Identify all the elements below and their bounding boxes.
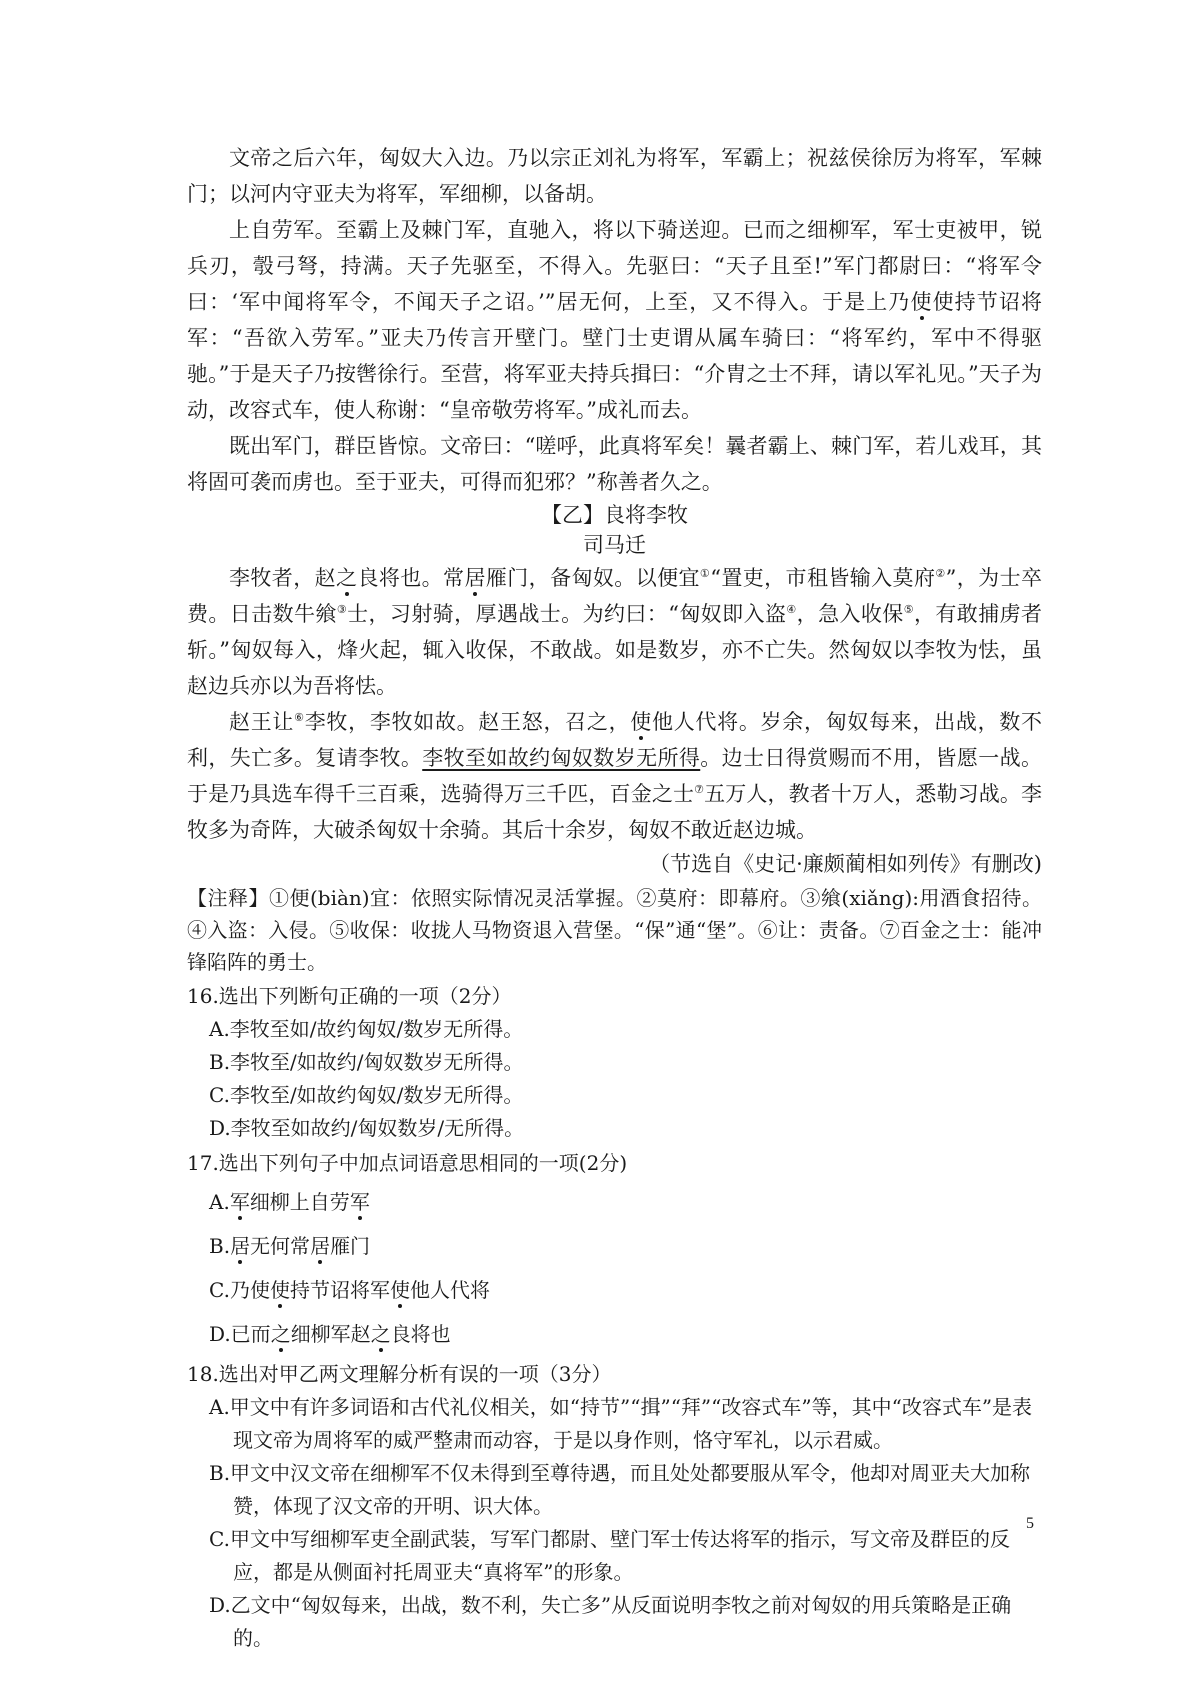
emphasis-dot-word: 使 <box>630 710 653 734</box>
question-17-option-d: D.已而之细柳军赵之良将也 <box>209 1322 451 1346</box>
question-18-option-c: C.甲文中写细柳军吏全副武装，写军门都尉、壁门军士传达将军的指示，写文帝及群臣的反应，都是从侧面衬托周亚夫“真将军”的形象。 <box>209 1527 1010 1584</box>
emphasis-dot-word: 军 <box>229 1190 250 1214</box>
footnote-marker: ① <box>699 567 711 580</box>
question-16-option-a: A.李牧至如/故约匈奴/数岁无所得。 <box>209 1017 524 1041</box>
emphasis-dot-word: 使 <box>269 1278 290 1302</box>
question-16-stem: 16.选出下列断句正确的一项（2分） <box>187 984 512 1008</box>
footnote-marker: ⑤ <box>903 603 914 616</box>
jia-paragraph-1: 文帝之后六年，匈奴大入边。乃以宗正刘礼为将军，军霸上；祝兹侯徐厉为将军，军棘门；以河内守亚夫为将军，军细柳，以备胡。 <box>187 146 1042 206</box>
yi-author: 司马迁 <box>583 533 646 557</box>
footnote-marker: ⑦ <box>694 783 705 796</box>
emphasis-dot-word: 之 <box>336 566 358 590</box>
emphasis-dot-word: 军 <box>349 1190 370 1214</box>
emphasis-dot-word: 居 <box>464 566 486 590</box>
yi-title: 【乙】良将李牧 <box>541 503 688 527</box>
question-16-option-b: B.李牧至/如故约/匈奴数岁无所得。 <box>209 1050 524 1074</box>
emphasis-dot-word: 使 <box>389 1278 410 1302</box>
question-16-option-c: C.李牧至/如故约匈奴/数岁无所得。 <box>209 1083 524 1107</box>
emphasis-dot-word: 之 <box>270 1322 291 1346</box>
annotations: 【注释】①便(biàn)宜：依照实际情况灵活掌握。②莫府：即幕府。③飨(xiǎng):用酒食招待。④入盗：入侵。⑤收保：收拢人马物资退入营堡。“保”通“堡”。⑥让：责备。⑦百金之士：能冲锋陷阵的勇士。 <box>187 886 1042 974</box>
footnote-marker: ② <box>935 567 946 580</box>
question-18-option-b: B.甲文中汉文帝在细柳军不仅未得到至尊待遇，而且处处都要服从军令，他却对周亚夫大加称赞，体现了汉文帝的开明、识大体。 <box>209 1461 1031 1518</box>
question-17-stem: 17.选出下列句子中加点词语意思相同的一项(2分) <box>187 1151 628 1175</box>
emphasis-dot-word: 居 <box>310 1234 331 1258</box>
emphasis-dot-word: 使 <box>910 290 933 314</box>
emphasis-dot-word: 之 <box>370 1322 391 1346</box>
jia-paragraph-2: 上自劳军。至霸上及棘门军，直驰入，将以下骑送迎。已而之细柳军，军士吏被甲，锐兵刃，彀弓弩，持满。天子先驱至，不得入。先驱曰：“天子且至!”军门都尉曰：“将军令曰：‘军中闻将军令，不闻天子之诏。’”居无何，上至，又不得入。于是上乃使使持节诏将军：“吾欲入劳军。”亚夫乃传言开壁门。壁门士吏谓从属车骑曰：“将军约，军中不得驱驰。”于是天子乃按辔徐行。至营，将军亚夫持兵揖曰：“介胄之士不拜，请以军礼见。”天子为动，改容式车，使人称谢：“皇帝敬劳将军。”成礼而去。 <box>187 218 1043 422</box>
yi-paragraph-2: 赵王让⑥李牧，李牧如故。赵王怒，召之，使他人代将。岁余，匈奴每来，出战，数不利，失亡多。复请李牧。李牧至如故约匈奴数岁无所得。边士日得赏赐而不用，皆愿一战。于是乃具选车得千三百乘，选骑得万三千匹，百金之士⑦五万人，教者十万人，悉勒习战。李牧多为奇阵，大破杀匈奴十余骑。其后十余岁，匈奴不敢近赵边城。 <box>187 710 1043 842</box>
yi-source: （节选自《史记·廉颇蔺相如列传》有删改) <box>649 852 1042 876</box>
emphasis-dot-word: 居 <box>230 1234 251 1258</box>
question-17-option-c: C.乃使使持节诏将军使他人代将 <box>209 1278 490 1302</box>
document-body <box>187 140 1042 1655</box>
jia-paragraph-3: 既出军门，群臣皆惊。文帝曰：“嗟呼，此真将军矣！曩者霸上、棘门军，若儿戏耳，其将固可袭而虏也。至于亚夫，可得而犯邪？”称善者久之。 <box>187 434 1042 494</box>
footnote-marker: ③ <box>336 603 348 616</box>
question-18-option-a: A.甲文中有许多词语和古代礼仪相关，如“持节”“揖”“拜”“改容式车”等，其中“改容式车”是表现文帝为周将军的威严整肃而动容，于是以身作则，恪守军礼，以示君威。 <box>209 1395 1033 1452</box>
underlined-sentence: 李牧至如故约匈奴数岁无所得 <box>422 746 701 770</box>
page-number: 5 <box>1026 1515 1034 1532</box>
question-16-option-d: D.李牧至如故约/匈奴数岁/无所得。 <box>209 1116 525 1140</box>
footnote-marker: ⑥ <box>294 711 305 724</box>
question-17-option-b: B.居无何常居雁门 <box>209 1234 371 1258</box>
yi-paragraph-1: 李牧者，赵之良将也。常居雁门，备匈奴。以便宜①“置吏，市租皆输入莫府②”，为士卒费。日击数牛飨③士，习射骑，厚遇战士。为约曰：“匈奴即入盗④，急入收保⑤，有敢捕虏者斩。”匈奴每入，烽火起，辄入收保，不敢战。如是数岁，亦不亡失。然匈奴以李牧为怯，虽赵边兵亦以为吾将怯。 <box>187 566 1043 698</box>
footnote-marker: ④ <box>786 603 797 616</box>
question-18-stem: 18.选出对甲乙两文理解分析有误的一项（3分） <box>187 1362 612 1386</box>
question-18-option-d: D.乙文中“匈奴每来，出战，数不利，失亡多”从反面说明李牧之前对匈奴的用兵策略是正确的。 <box>209 1593 1012 1650</box>
question-17-option-a: A.军细柳上自劳军 <box>209 1190 370 1214</box>
